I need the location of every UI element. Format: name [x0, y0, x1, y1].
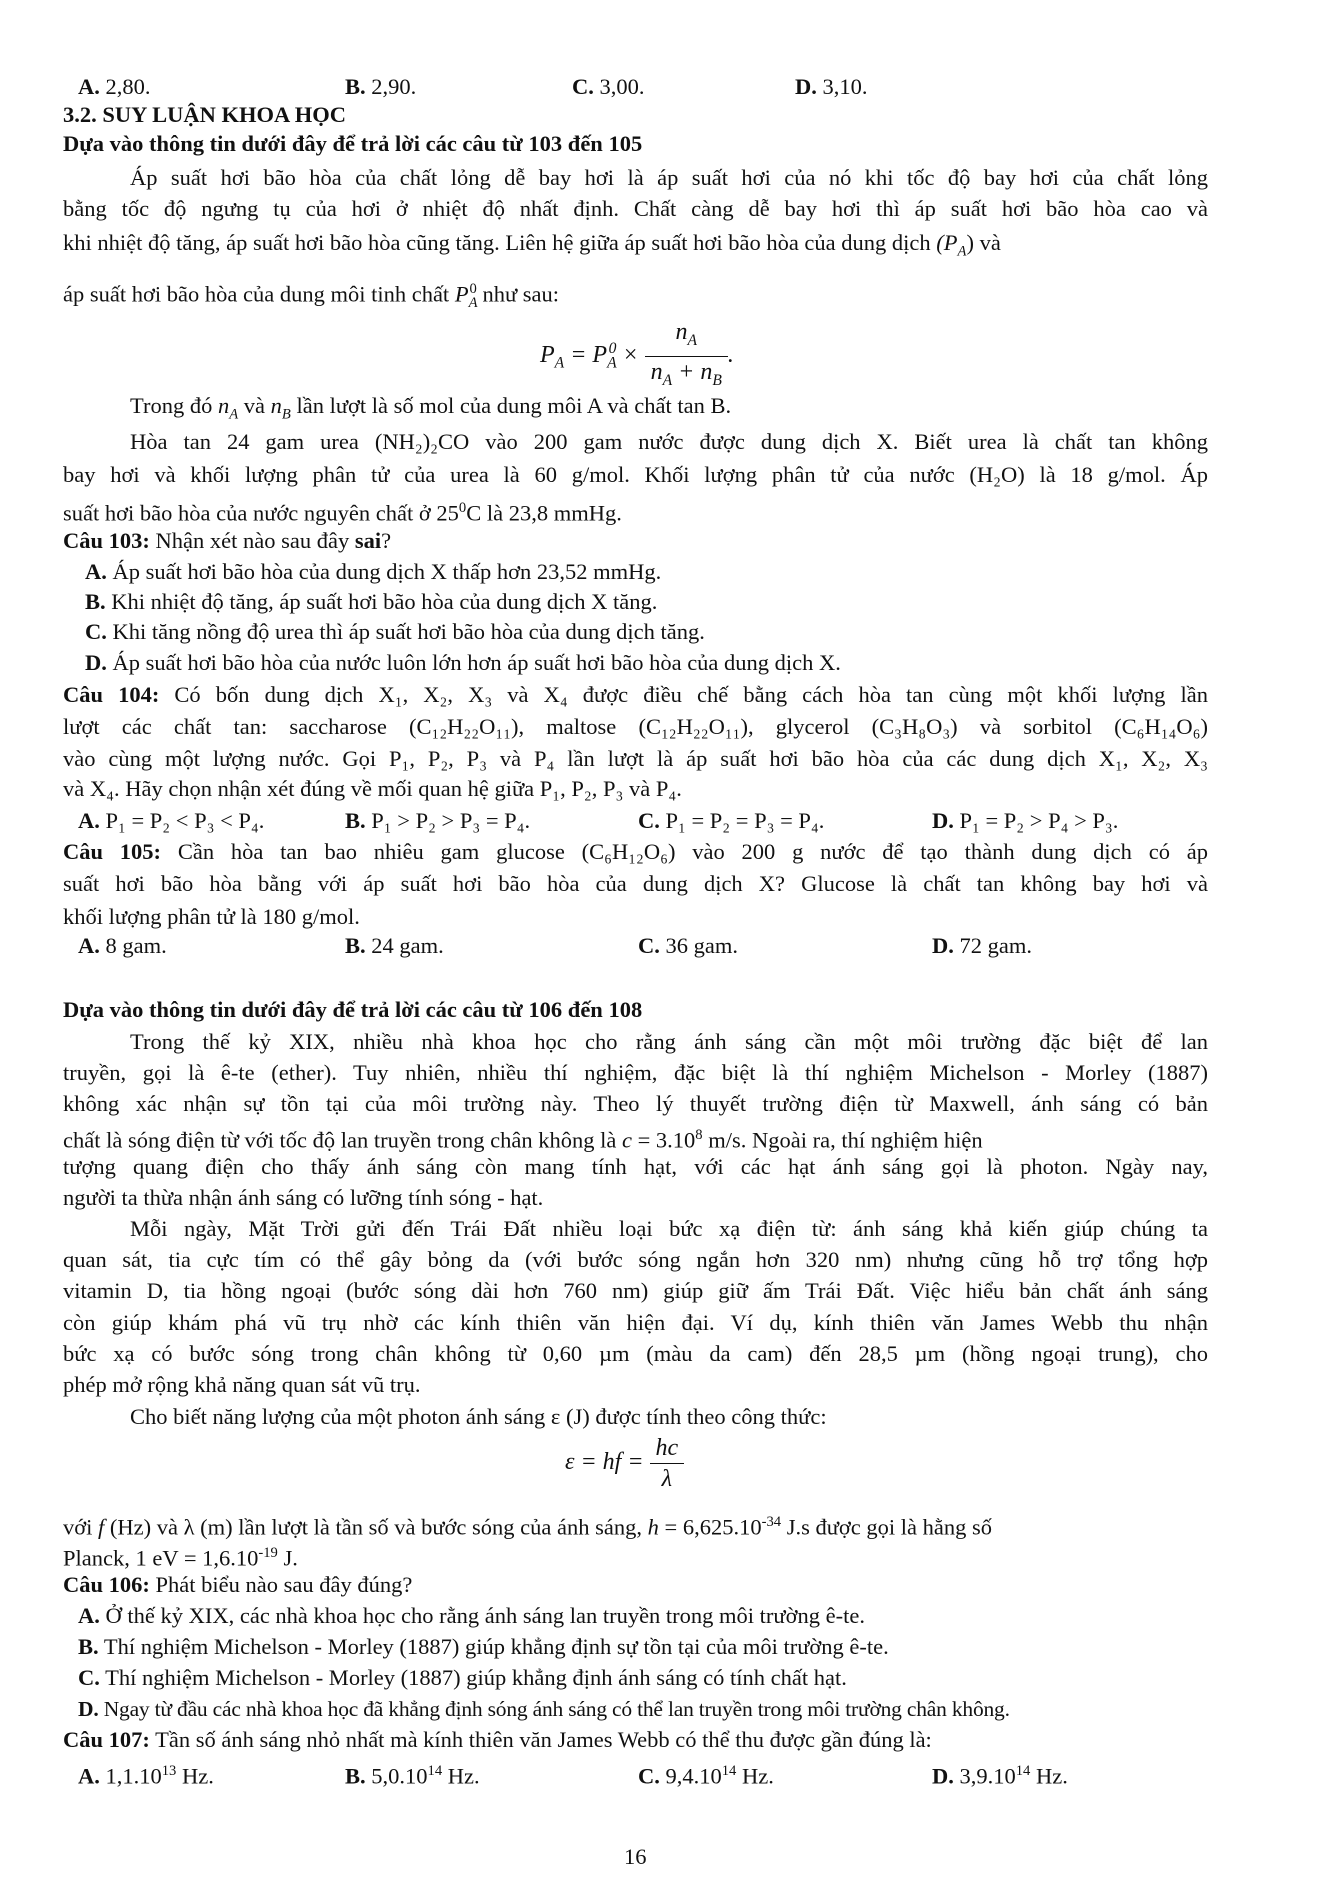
answer-c: C. 3,00. [572, 74, 645, 99]
page-number: 16 [624, 1844, 647, 1869]
q103-option-d: D. Áp suất hơi bão hòa của nước luôn lớn hơn áp suất hơi bão hòa của dung dịch X. [85, 650, 841, 675]
block2-text: truyền, gọi là ê-te (ether). Tuy nhiên, nhiều thí nghiệm, đặc biệt là thí nghiệm Michelson - Morley (1887) [63, 1060, 1208, 1085]
question-104: Câu 104: Có bốn dung dịch X₁, X₂, X₃ và X₄ được điều chế bằng cách hòa tan cùng một khối lượng lần [63, 682, 1208, 707]
q107-option-b: B. 5,0.10$^{14}$ Hz. [345, 1763, 480, 1789]
q106-option-a: A. Ở thế kỷ XIX, các nhà khoa học cho rằng ánh sáng lan truyền trong môi trường ê-te. [78, 1603, 865, 1628]
block2-text: người ta thừa nhận ánh sáng có lưỡng tính sóng - hạt. [63, 1185, 544, 1210]
block2-text: Planck, 1 eV = $1,6.10^{-19}$ J. [63, 1545, 298, 1571]
q106-option-d: D. Ngay từ đầu các nhà khoa học đã khẳng định sóng ánh sáng có thể lan truyền trong môi trường chân không. [78, 1697, 1010, 1721]
answer-a: A. 2,80. [78, 74, 151, 99]
question-105-text: suất hơi bão hòa bằng với áp suất hơi bão hòa của dung dịch X? Glucose là chất tan không bay hơi và [63, 871, 1208, 896]
q105-option-b: B. 24 gam. [345, 933, 444, 958]
question-106: Câu 106: Phát biểu nào sau đây đúng? [63, 1572, 413, 1597]
block2-text: quan sát, tia cực tím có thể gây bỏng da (với bước sóng ngắn hơn 320 nm) nhưng cũng hỗ trợ tổng hợp [63, 1247, 1208, 1272]
q105-option-c: C. 36 gam. [638, 933, 738, 958]
q105-option-d: D. 72 gam. [932, 933, 1032, 958]
block1-text: Áp suất hơi bão hòa của chất lỏng dễ bay hơi là áp suất hơi của nó khi tốc độ bay hơi của chất lỏng [130, 165, 1208, 190]
block2-text: Trong thế kỷ XIX, nhiều nhà khoa học cho rằng ánh sáng cần một môi trường đặc biệt để lan [130, 1029, 1208, 1054]
section-title: 3.2. SUY LUẬN KHOA HỌC [63, 102, 346, 127]
block1-text: bằng tốc độ ngưng tụ của hơi ở nhiệt độ nhất định. Chất càng dễ bay hơi thì áp suất hơi bão hòa cao và [63, 196, 1208, 221]
q104-option-a: A. P₁ = P₂ < P₃ < P₄. [78, 808, 265, 833]
q103-option-a: A. Áp suất hơi bão hòa của dung dịch X thấp hơn 23,52 mmHg. [85, 559, 662, 584]
q106-option-c: C. Thí nghiệm Michelson - Morley (1887) giúp khẳng định ánh sáng có tính chất hạt. [78, 1665, 847, 1690]
formula-fraction: $\frac{hc}{\lambda}$ [650, 1433, 685, 1494]
block2-text: Cho biết năng lượng của một photon ánh sáng ε (J) được tính theo công thức: [130, 1404, 827, 1429]
block2-text: với f (Hz) và λ (m) lần lượt là tần số và bước sóng của ánh sáng, $h = 6,625.10^{-34}$ J.s được gọi là hằng số [63, 1514, 993, 1540]
block1-heading: Dựa vào thông tin dưới đây để trả lời các câu từ 103 đến 105 [63, 131, 643, 156]
formula-explanation: Trong đó $n_A$ và $n_B$ lần lượt là số mol của dung môi A và chất tan B. [130, 393, 732, 423]
question-103: Câu 103: Nhận xét nào sau đây sai? [63, 528, 392, 553]
question-104-text: lượt các chất tan: saccharose (C₁₂H₂₂O₁₁), maltose (C₁₂H₂₂O₁₁), glycerol (C₃H₈O₃) và sorbitol (C₆H₁₄O₆) [63, 714, 1208, 739]
question-104-text: và X₄. Hãy chọn nhận xét đúng về mối quan hệ giữa P₁, P₂, P₃ và P₄. [63, 776, 682, 801]
block2-text: vitamin D, tia hồng ngoại (bước sóng dài hơn 760 nm) giúp giữ ấm Trái Đất. Việc hiểu bản chất ánh sáng [63, 1278, 1208, 1303]
block2-text: còn giúp khám phá vũ trụ nhờ các kính thiên văn hiện đại. Ví dụ, kính thiên văn James Webb thu nhận [63, 1310, 1208, 1335]
block1-text: áp suất hơi bão hòa của dung môi tinh chất $P_A^0$ như sau: [63, 281, 560, 311]
q106-option-b: B. Thí nghiệm Michelson - Morley (1887) giúp khẳng định sự tồn tại của môi trường ê-te. [78, 1634, 889, 1659]
formula-fraction: $\frac{n_A}{n_A + n_B}$ [645, 317, 728, 396]
block2-text: Mỗi ngày, Mặt Trời gửi đến Trái Đất nhiều loại bức xạ điện từ: ánh sáng khả kiến giúp chúng ta [130, 1216, 1208, 1241]
answer-b: B. 2,90. [345, 74, 417, 99]
q103-option-b: B. Khi nhiệt độ tăng, áp suất hơi bão hòa của dung dịch X tăng. [85, 589, 658, 614]
q104-option-d: D. P₁ = P₂ > P₄ > P₃. [932, 808, 1119, 833]
block1-text: Hòa tan 24 gam urea (NH₂)₂CO vào 200 gam nước được dung dịch X. Biết urea là chất tan không [130, 429, 1208, 454]
block2-heading: Dựa vào thông tin dưới đây để trả lời các câu từ 106 đến 108 [63, 997, 643, 1022]
q107-option-a: A. 1,1.10$^{13}$ Hz. [78, 1763, 214, 1789]
q107-option-c: C. 9,4.10$^{14}$ Hz. [638, 1763, 774, 1789]
question-105: Câu 105: Cần hòa tan bao nhiêu gam glucose (C₆H₁₂O₆) vào 200 g nước để tạo thành dung dịch có áp [63, 839, 1208, 864]
q104-option-c: C. P₁ = P₂ = P₃ = P₄. [638, 808, 825, 833]
block1-text: khi nhiệt độ tăng, áp suất hơi bão hòa cũng tăng. Liên hệ giữa áp suất hơi bão hòa của dung dịch $(P_A)$ và [63, 230, 1001, 260]
block2-text: không xác nhận sự tồn tại của môi trường này. Theo lý thuyết trường điện từ Maxwell, ánh sáng có bản [63, 1091, 1208, 1116]
q105-option-a: A. 8 gam. [78, 933, 167, 958]
photon-energy-formula: ε = hf = $\frac{hc}{\lambda}$ [565, 1433, 684, 1494]
block1-text: suất hơi bão hòa của nước nguyên chất ở $25^0C$ là 23,8 mmHg. [63, 500, 622, 526]
question-105-text: khối lượng phân tử là 180 g/mol. [63, 904, 360, 929]
block2-text: bức xạ có bước sóng trong chân không từ 0,60 µm (màu da cam) đến 28,5 µm (hồng ngoại trung), cho [63, 1341, 1208, 1366]
block2-text: chất là sóng điện từ với tốc độ lan truyền trong chân không là $c = 3.10^8$ m/s. Ngoài ra, thí nghiệm hiện [63, 1127, 983, 1153]
q104-option-b: B. P₁ > P₂ > P₃ = P₄. [345, 808, 531, 833]
block2-text: phép mở rộng khả năng quan sát vũ trụ. [63, 1372, 421, 1397]
question-107: Câu 107: Tần số ánh sáng nhỏ nhất mà kính thiên văn James Webb có thể thu được gần đúng là: [63, 1727, 932, 1752]
block1-text: bay hơi và khối lượng phân tử của urea là 60 g/mol. Khối lượng phân tử của nước (H₂O) là 18 g/mol. Áp [63, 462, 1208, 487]
q107-option-d: D. 3,9.10$^{14}$ Hz. [932, 1763, 1068, 1789]
block2-text: tượng quang điện cho thấy ánh sáng còn mang tính hạt, với các hạt ánh sáng gọi là photon. Ngày nay, [63, 1154, 1208, 1179]
raoult-formula: $P_A = P_A^0$ × $\frac{n_A}{n_A + n_B}$ . [540, 317, 734, 396]
answer-d: D. 3,10. [795, 74, 868, 99]
question-104-text: vào cùng một lượng nước. Gọi P₁, P₂, P₃ và P₄ lần lượt là áp suất hơi bão hòa của các dung dịch X₁, X₂, X₃ [63, 746, 1208, 771]
q103-option-c: C. Khi tăng nồng độ urea thì áp suất hơi bão hòa của dung dịch tăng. [85, 619, 705, 644]
